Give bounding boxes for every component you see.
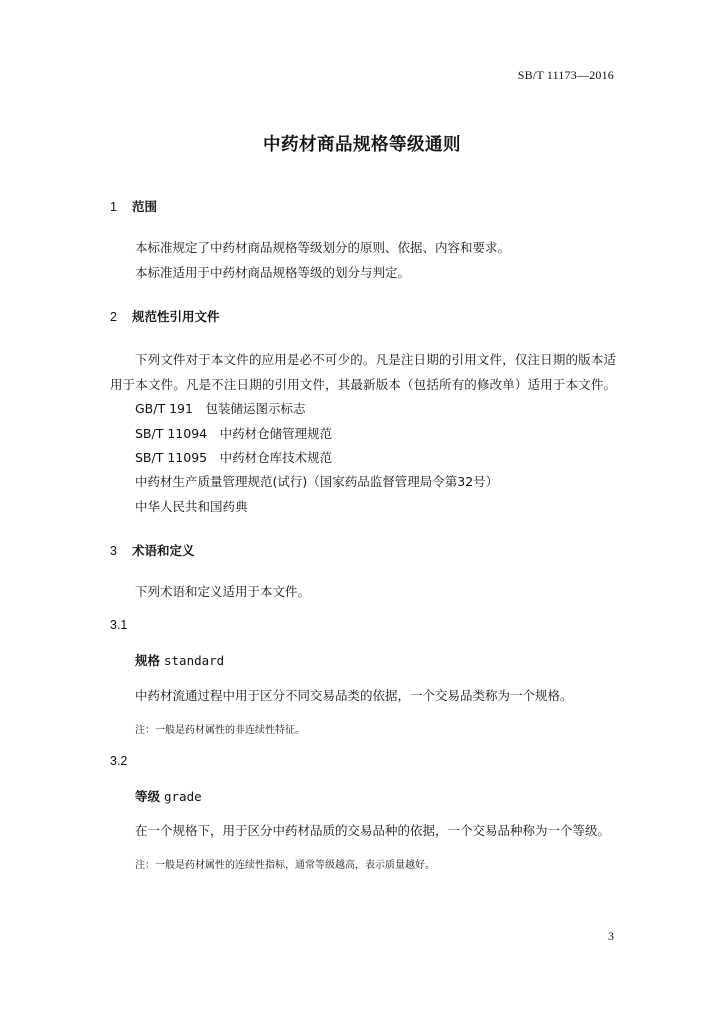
reference-item: SB/T 11094 中药材仓储管理规范	[135, 426, 333, 441]
section-title: 范围	[132, 199, 158, 214]
term-heading	[135, 787, 202, 805]
term-zh: 等级	[135, 789, 161, 804]
term-note: 注：一般是药材属性的连续性指标，通常等级越高，表示质量越好。	[135, 860, 435, 871]
term-note: 注：一般是药材属性的非连续性特征。	[135, 725, 305, 736]
section-number: 3	[110, 544, 117, 558]
section-number: 2	[110, 310, 117, 324]
references-intro-line-1: 下列文件对于本文件的应用是必不可少的。凡是注日期的引用文件，仅注日期的版本适	[135, 352, 616, 367]
reference-item: GB/T 191 包装储运图示标志	[135, 401, 306, 416]
scope-paragraph-2: 本标准适用于中药材商品规格等级的划分与判定。	[135, 265, 411, 280]
term-number: 3.2	[110, 754, 128, 768]
section-heading-scope	[110, 197, 157, 215]
section-title: 术语和定义	[132, 543, 195, 558]
terms-intro: 下列术语和定义适用于本文件。	[135, 584, 311, 599]
scope-paragraph-1: 本标准规定了中药材商品规格等级划分的原则、依据、内容和要求。	[135, 240, 511, 255]
term-number: 3.1	[110, 618, 128, 632]
reference-item: SB/T 11095 中药材仓库技术规范	[135, 450, 333, 465]
term-definition: 在一个规格下，用于区分中药材品质的交易品种的依据，一个交易品种称为一个等级。	[135, 823, 611, 838]
reference-item: 中药材生产质量管理规范(试行)（国家药品监督管理局令第32号）	[135, 474, 499, 489]
section-title: 规范性引用文件	[132, 309, 220, 324]
term-en: standard	[164, 653, 225, 668]
references-intro-line-2: 用于本文件。凡是不注日期的引用文件，其最新版本（包括所有的修改单）适用于本文件。	[110, 377, 616, 392]
term-definition: 中药材流通过程中用于区分不同交易品类的依据，一个交易品类称为一个规格。	[135, 688, 573, 703]
term-heading	[135, 651, 224, 669]
term-zh: 规格	[135, 653, 161, 668]
term-en: grade	[164, 789, 202, 804]
reference-item: 中华人民共和国药典	[135, 499, 248, 514]
page-number: 3	[608, 929, 614, 943]
section-number: 1	[110, 200, 117, 214]
standard-code: SB/T 11173—2016	[517, 68, 614, 82]
document-title: 中药材商品规格等级通则	[263, 135, 461, 155]
section-heading-terms	[110, 541, 195, 559]
section-heading-references	[110, 307, 220, 325]
